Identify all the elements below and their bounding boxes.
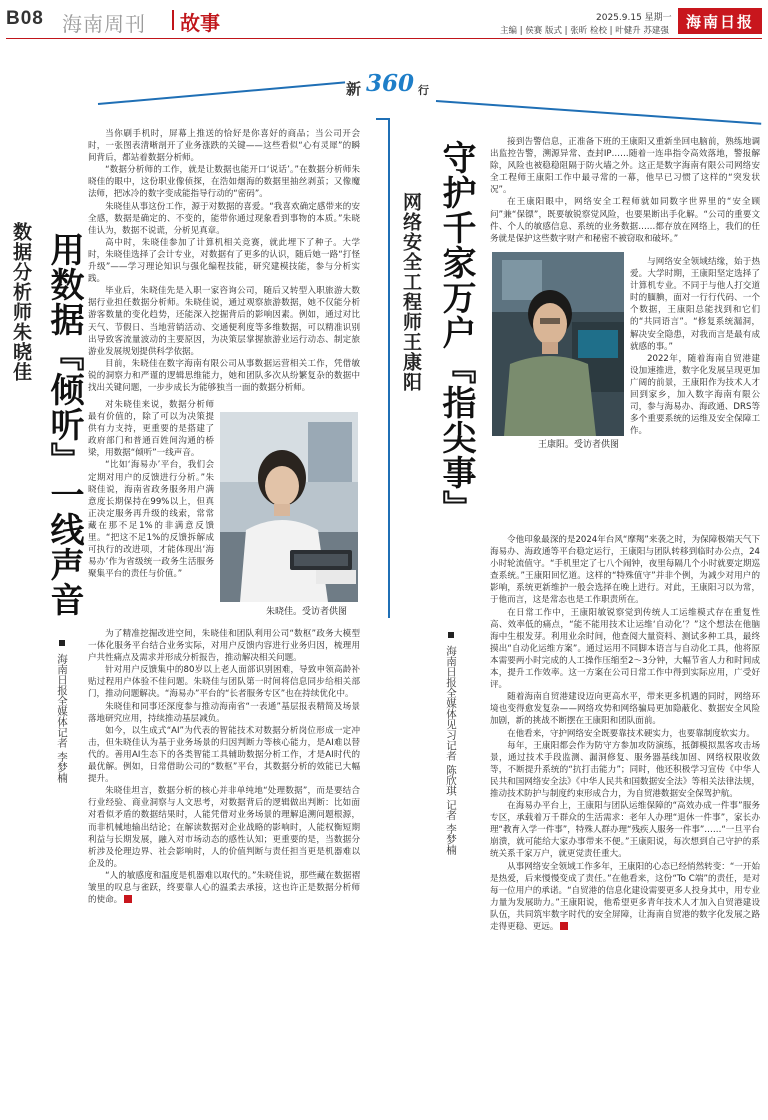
paragraph: 朱晓佳从事这份工作，源于对数据的喜爱。“我喜欢确定感带来的安全感，数据是确定的、不变的，能带你通过现象看到事物的本质。”朱晓佳认为，数据不说谎，分析见真章。 [88, 201, 360, 236]
end-mark-icon [560, 922, 568, 930]
column-emblem [342, 70, 436, 104]
right-article-byline: 海南日报全媒体见习记者 陈欣琪 记者 李梦楠 [445, 645, 457, 855]
paragraph: 朱晓佳坦言，数据分析的核心并非单纯地“处理数据”，而是要结合行业经验、商业洞察与人文思考，对数据背后的逻辑做出判断：比如面对看似矛盾的数据结果时，人能凭借对业务场景的理解追溯问题根源，而非机械地输出结论；在解读数据对企业战略的影响时，人能权衡短期利益与长期发展，融入对市场动态的感性认知；更重要的是，当数据分析涉及伦理边界、社会影响时，人的价值判断与责任担当更是机器难以企及的。 [88, 786, 360, 869]
paragraph: 对朱晓佳来说，数据分析师最有价值的，除了可以为决策提供有力支持，更重要的是搭建了政府部门和普通百姓间沟通的桥梁，用数据“倾听”一线声音。 [88, 400, 214, 459]
header-rule [6, 38, 762, 39]
frame-line-left-top [98, 81, 345, 105]
paragraph: 在他看来，守护网络安全既要靠技术硬实力，也要靠制度软实力。 [507, 728, 755, 739]
paragraph: 令他印象最深的是2024年台风“摩羯”来袭之时，为保障极端天气下海易办、海政通等平台稳定运行，王康阳与团队转移到临时办公点，24小时轮流值守。“手机里定了七八个闹钟，夜里每隔几个小时就要定期巡查系统。”王康阳回忆道。这样的“特殊值守”并非个例，为减少对用户的影响，系统更新维护一般会选择在晚上进行。对此，王康阳习以为常，于他而言，这是常态也是工作职责所在。 [490, 535, 760, 606]
paragraph: 在日常工作中，王康阳敏锐察觉到传统人工运维模式存在重复性高、效率低的痛点，“能不能用技术让运维‘自动化’？”这个想法在他脑海中生根发芽。利用业余时间，他查阅大量资料、测试多种工具，最终摸出“自动化运维方案”。通过运用不同脚本语言与自动化工具，他将原本需要两小时完成的人工操作压缩至2～3分钟，大幅节省人力和时间成本，提升工作效率。这一方案在公司日常工作中得到实际应用，广受好评。 [490, 607, 760, 691]
paragraph: 在王康阳眼中，网络安全工程师就如同数字世界里的“安全顾问”兼“保镖”，既要敏锐察觉风险，也要果断出手化解。“公司的重要文件、个人的敏感信息、系统的业务数据……都存放在网络上，我们的任务就是保护这些数字财产和秘密不被窃取和破坏。” [490, 197, 760, 244]
left-article-byline: 海南日报全媒体记者 李梦楠 [56, 653, 68, 783]
left-body-bottom [88, 628, 360, 1088]
paragraph: 针对用户反馈集中的80岁以上老人面部识别困难，导致申领高龄补贴过程用户体验不佳问题。朱晓佳与团队第一时间将信息同步给相关部门，推动问题解决。“海易办”平台的“长者服务专区”也在持续优化中。 [88, 665, 360, 700]
right-photo-caption: 王康阳。受访者供图 [538, 440, 620, 450]
right-body-top [490, 136, 760, 244]
frame-line-right-top [436, 100, 761, 125]
issue-date: 2025.9.15 星期一 [596, 13, 672, 23]
paragraph: 毕业后，朱晓佳先是入职一家咨询公司，随后又转型入职旅游大数据行业担任数据分析师。朱晓佳说，通过观察旅游数据，她不仅能分析游客数量的变化趋势，还能深入挖掘背后的影响因素。例如，通过对比天气、节假日、当地营销活动、交通便利度等多维数据，可以精准识别出导致客流量波动的主要原因，为决策层掌握旅游业运行动态、制定旅游业发展规划提供科学依据。 [88, 286, 360, 357]
left-body-mid [88, 399, 214, 627]
right-article-byline-block [444, 632, 459, 855]
left-article-title: 用数据『倾听』一线声音 [44, 232, 84, 617]
right-body-bottom [490, 534, 760, 1094]
paragraph: “数据分析师的工作，就是让数据也能开口‘说话’。”在数据分析师朱晓佳的眼中，这份职业像侦探，在浩如烟海的数据里抽丝剥茧；又像魔法师，把冰冷的数字变成能指导行动的“密码”。 [88, 165, 360, 200]
right-article-title: 守护千家万户『指尖事』 [436, 140, 476, 525]
newspaper-logo: 海南日报 [678, 8, 762, 34]
paragraph: 为了精准挖掘改进空间，朱晓佳和团队利用公司“数枢”政务大模型一体化服务平台结合业务实际，对用户反馈内容进行业务归因，梳理用户共性痛点及需求并形成分析报告，推动解决相关问题。 [88, 629, 360, 664]
paragraph: 高中时，朱晓佳参加了计算机相关竞赛，就此埋下了种子。大学时，朱晓佳选择了会计专业，对数据有了更多的认识，随后她一路“打怪升级”——学习理论知识与强化编程技能，研究建模技能，参与分析实践。 [88, 237, 360, 285]
paragraph: 随着海南自贸港建设迈向更高水平，带来更多机遇的同时，网络环境也变得愈发复杂——网络攻势和网络骗局更加隐蔽化、数据安全风险加剧，新的挑战不断摆在王康阳和团队面前。 [490, 692, 760, 727]
page-header [0, 0, 768, 40]
paragraph: 当你刷手机时，屏幕上推送的恰好是你喜好的商品；当公司开会时，一张图表清晰剖开了业务涨跌的关键——这些看似“心有灵犀”的瞬间背后，都站着数据分析师。 [88, 129, 360, 164]
emblem-prefix: 新 [346, 80, 362, 98]
paragraph: 如今，以生成式“AI”为代表的智能技术对数据分析岗位形成一定冲击，但朱晓佳认为基于业务场景的归因判断力等核心能力，是AI难以替代的。善用AI生态下的各类智能工具辅助数据分析工作，才是AI时代的最优解。例如，日常借助公司的“数枢”平台，其数据分析的效能已大幅提升。 [88, 725, 360, 785]
end-mark-icon [124, 895, 132, 903]
paragraph: 目前，朱晓佳在数字海南有限公司从事数据运营相关工作，凭借敏锐的洞察力和严谨的逻辑思维能力，她和团队多次从纷繁复杂的数据中找出关键问题，一步步成长为能够独当一面的数据分析师。 [88, 358, 360, 393]
frame-line-center-top [376, 118, 390, 120]
portrait-photo-wang [492, 252, 624, 436]
paragraph: 与网络安全领域结缘，始于热爱。大学时期，王康阳坚定选择了计算机专业。不同于与他人打交道时的腼腆，面对一行行代码、一个个数据，王康阳总能找到和它们的“共同语言”。“修复系统漏洞，解决安全隐患，对我而言是最有成就感的事。” [630, 257, 760, 352]
right-article-subtitle: 网络安全工程师王康阳 [400, 192, 422, 392]
left-photo-caption: 朱晓佳。受访者供图 [266, 607, 348, 617]
byline-marker [448, 632, 454, 638]
left-article-subtitle: 数据分析师朱晓佳 [10, 222, 32, 382]
section-name: 故事 [180, 11, 220, 35]
portrait-photo-zhu [220, 412, 358, 602]
left-body-top [88, 128, 360, 395]
paragraph [88, 870, 360, 906]
paragraph: 在海易办平台上，王康阳与团队运维保障的“高效办成一件事”服务专区，承载着万千群众的生活需求：老年人办理“退休一件事”，家长办理“教育入学一件事”，特殊人群办理“残疾人服务一件事”……“一旦平台崩溃，就可能给大家办事带来不便。”王康阳说，每次想到自己守护的系统关系千家万户，就更觉责任重大。 [490, 801, 760, 860]
emblem-number: 360 [366, 70, 415, 97]
frame-line-center [388, 118, 390, 618]
right-article-photo [492, 252, 624, 436]
editor-credits: 主编 | 侯赛 版式 | 张昕 检校 | 叶健升 苏建强 [500, 26, 669, 36]
paragraph [490, 861, 760, 934]
paragraph: 朱晓佳和同事还深度参与推动海南省“一表通”基层报表精简及场景落地研究应用，持续推动基层减负。 [88, 701, 360, 724]
left-article-photo [220, 412, 358, 602]
paragraph: 接到告警信息，正准备下班的王康阳又重新坐回电脑前，熟练地调出监控告警，溯源异常、查封IP……随着一连串指令高效落地，警报解除，风险也被稳稳阻隔于防火墙之外。这正是数字海南有限公司网络安全工程师王康阳工作中最寻常的一幕，他早已习惯了这样的“突发状况”。 [490, 137, 760, 196]
byline-marker [59, 640, 65, 646]
header-divider [172, 10, 174, 30]
paragraph: “比如‘海易办’平台，我们会定期对用户的反馈进行分析。”朱晓佳说，海南省政务服务用户满意度长期保持在99%以上，但真正决定服务再升级的线索，常常藏在那不足1%的非满意反馈里。“把这不足1%的反馈拆解成可执行的改进项，才能体现出‘海易办’作为省级统一政务生活服务聚集平台的责任与价值。” [88, 460, 214, 580]
paragraph-text: “人的敏感度和温度是机器难以取代的。”朱晓佳说，那些藏在数据褶皱里的叹息与雀跃，终要靠人心的温柔去承接，这也许正是数据分析师的使命。 [88, 870, 360, 906]
supplement-brand: 海南周刊 [62, 12, 146, 36]
right-body-mid [630, 256, 760, 532]
emblem-suffix: 行 [418, 84, 429, 97]
page-number: B08 [6, 8, 44, 29]
paragraph: 每年，王康阳都会作为防守方参加攻防演练，抵御模拟黑客攻击场景，通过技术手段监测、漏洞修复、服务器基线加固、网络权限收敛等，不断提升系统的“抗打击能力”；同时，他还积极学习宣传《中华人民共和国网络安全法》《中华人民共和国数据安全法》等相关法律法规，推动技术防护与制度约束形成合力，为自贸港数据安全保驾护航。 [490, 740, 760, 799]
left-article-byline-block [55, 640, 70, 783]
paragraph: 2022年，随着海南自贸港建设加速推进，数字化发展呈现更加广阔的前景，王康阳作为技术人才回到家乡，加入数字海南有限公司，参与海易办、海政通、DRS等多个重要系统的运维及安全保障工作。 [630, 353, 760, 437]
paragraph-text: 从事网络安全领域工作多年，王康阳的心态已经悄然转变：“一开始是热爱，后来慢慢变成了责任。”在他看来，这份“To C端”的责任，是对每一位用户的承诺。“自贸港的信息化建设需要更多人投身其中，用专业力量为发展助力。”王康阳说，他希望更多青年技术人才加入自贸港建设队伍，共同筑牢数字时代的安全屏障，让海南自贸港的数字化发展之路走得更稳、更远。 [490, 861, 760, 932]
